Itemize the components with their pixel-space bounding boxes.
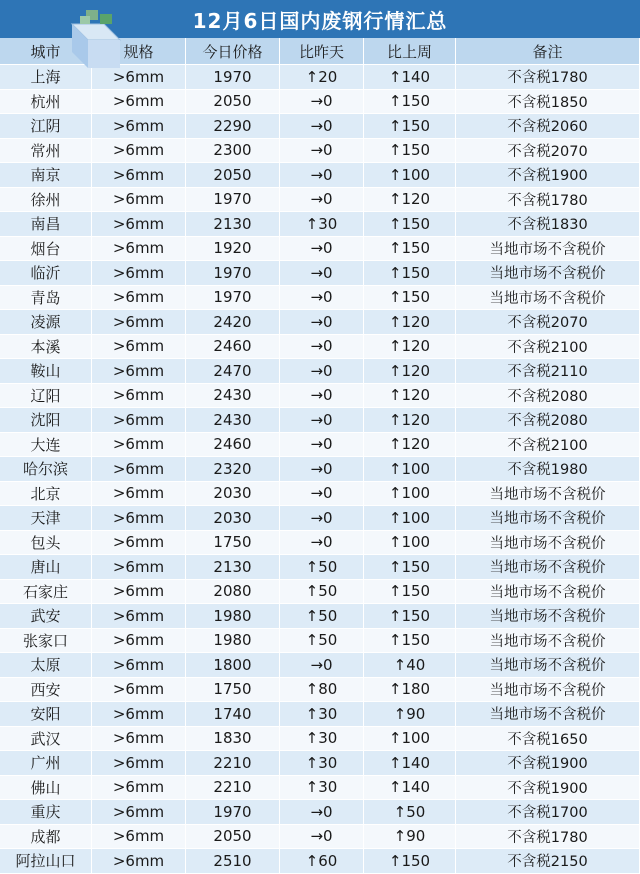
table-row: [0, 678, 640, 703]
cell-vs-last-week: ↑100: [364, 163, 456, 188]
cell-vs-last-week: ↑120: [364, 335, 456, 360]
cell-city: 北京: [0, 482, 92, 507]
cell-vs-last-week: ↑50: [364, 800, 456, 825]
cell-price: 2080: [186, 580, 280, 605]
cell-price: 2130: [186, 555, 280, 580]
cell-city: 杭州: [0, 90, 92, 115]
cell-spec: >6mm: [92, 506, 186, 531]
cell-price: 1980: [186, 629, 280, 654]
cell-city: 哈尔滨: [0, 457, 92, 482]
cell-spec: >6mm: [92, 90, 186, 115]
cell-price: 2210: [186, 776, 280, 801]
cell-vs-yesterday: →0: [280, 163, 364, 188]
cell-city: 西安: [0, 678, 92, 703]
cell-vs-last-week: ↑100: [364, 457, 456, 482]
cell-price: 1750: [186, 678, 280, 703]
cell-city: 凌源: [0, 310, 92, 335]
cell-city: 武安: [0, 604, 92, 629]
cell-note: 不含税2150: [456, 849, 640, 874]
cell-note: 不含税1900: [456, 751, 640, 776]
table-row: [0, 286, 640, 311]
cell-spec: >6mm: [92, 65, 186, 90]
cell-city: 天津: [0, 506, 92, 531]
cell-vs-last-week: ↑150: [364, 261, 456, 286]
table-row: [0, 580, 640, 605]
cell-city: 太原: [0, 653, 92, 678]
cell-note: 不含税2070: [456, 310, 640, 335]
cell-vs-yesterday: →0: [280, 114, 364, 139]
cell-city: 成都: [0, 825, 92, 850]
cell-city: 辽阳: [0, 384, 92, 409]
cell-vs-last-week: ↑150: [364, 114, 456, 139]
cell-note: 不含税1780: [456, 65, 640, 90]
cell-vs-yesterday: →0: [280, 90, 364, 115]
cell-spec: >6mm: [92, 702, 186, 727]
cell-price: 2030: [186, 482, 280, 507]
cell-vs-yesterday: ↑30: [280, 702, 364, 727]
cell-city: 沈阳: [0, 408, 92, 433]
cell-note: 不含税2060: [456, 114, 640, 139]
cell-price: 1750: [186, 531, 280, 556]
cell-vs-yesterday: ↑30: [280, 776, 364, 801]
table-row: [0, 751, 640, 776]
cell-note: 当地市场不含税价: [456, 580, 640, 605]
table-row: [0, 163, 640, 188]
cell-city: 徐州: [0, 188, 92, 213]
cell-note: 不含税2080: [456, 408, 640, 433]
cell-price: 1920: [186, 237, 280, 262]
cell-price: 2320: [186, 457, 280, 482]
cell-price: 1970: [186, 261, 280, 286]
cell-spec: >6mm: [92, 653, 186, 678]
cell-price: 2050: [186, 825, 280, 850]
cell-price: 2050: [186, 90, 280, 115]
cell-city: 阿拉山口: [0, 849, 92, 874]
cell-vs-last-week: ↑90: [364, 702, 456, 727]
cell-note: 不含税2100: [456, 335, 640, 360]
cell-vs-last-week: ↑150: [364, 629, 456, 654]
cell-vs-yesterday: ↑30: [280, 727, 364, 752]
page-title: 12月6日国内废钢行情汇总: [192, 8, 448, 33]
cell-vs-last-week: ↑140: [364, 751, 456, 776]
cell-vs-yesterday: →0: [280, 188, 364, 213]
table-row: [0, 335, 640, 360]
cell-spec: >6mm: [92, 629, 186, 654]
cell-note: 不含税1780: [456, 825, 640, 850]
cell-note: 当地市场不含税价: [456, 531, 640, 556]
cell-spec: >6mm: [92, 531, 186, 556]
cell-city: 本溪: [0, 335, 92, 360]
cell-vs-yesterday: →0: [280, 359, 364, 384]
cell-spec: >6mm: [92, 237, 186, 262]
cell-city: 佛山: [0, 776, 92, 801]
cell-vs-yesterday: ↑80: [280, 678, 364, 703]
cell-note: 当地市场不含税价: [456, 604, 640, 629]
cell-vs-yesterday: →0: [280, 506, 364, 531]
header-vs-yesterday: 比昨天: [280, 38, 364, 65]
cell-vs-last-week: ↑150: [364, 286, 456, 311]
cell-vs-yesterday: ↑50: [280, 580, 364, 605]
table-row: [0, 261, 640, 286]
table-row: [0, 90, 640, 115]
cell-city: 烟台: [0, 237, 92, 262]
cell-vs-last-week: ↑140: [364, 65, 456, 90]
cell-spec: >6mm: [92, 825, 186, 850]
cell-price: 2210: [186, 751, 280, 776]
table-row: [0, 800, 640, 825]
cell-city: 鞍山: [0, 359, 92, 384]
cell-city: 江阴: [0, 114, 92, 139]
cell-vs-last-week: ↑120: [364, 359, 456, 384]
cell-spec: >6mm: [92, 555, 186, 580]
cell-vs-yesterday: →0: [280, 433, 364, 458]
table-row: [0, 506, 640, 531]
table-row: [0, 212, 640, 237]
table-row: [0, 849, 640, 874]
header-vs-last-week: 比上周: [364, 38, 456, 65]
cell-vs-last-week: ↑120: [364, 408, 456, 433]
cell-note: 不含税2070: [456, 139, 640, 164]
cell-vs-yesterday: ↑50: [280, 604, 364, 629]
cell-price: 1970: [186, 800, 280, 825]
cell-vs-yesterday: ↑20: [280, 65, 364, 90]
cell-note: 不含税1650: [456, 727, 640, 752]
cell-price: 1740: [186, 702, 280, 727]
cell-price: 2460: [186, 433, 280, 458]
cell-vs-yesterday: →0: [280, 139, 364, 164]
cell-spec: >6mm: [92, 751, 186, 776]
table-row: [0, 237, 640, 262]
cell-price: 2430: [186, 384, 280, 409]
cell-city: 南昌: [0, 212, 92, 237]
cell-vs-yesterday: →0: [280, 408, 364, 433]
table-row: [0, 433, 640, 458]
table-row: [0, 555, 640, 580]
cell-vs-yesterday: ↑30: [280, 212, 364, 237]
header-spec: 规格: [92, 38, 186, 65]
cell-vs-yesterday: →0: [280, 310, 364, 335]
cell-note: 不含税1900: [456, 163, 640, 188]
cell-price: 1800: [186, 653, 280, 678]
cell-price: 2030: [186, 506, 280, 531]
cell-city: 临沂: [0, 261, 92, 286]
table-row: [0, 653, 640, 678]
table-row: [0, 702, 640, 727]
cell-vs-last-week: ↑100: [364, 482, 456, 507]
cell-vs-yesterday: →0: [280, 482, 364, 507]
cell-vs-yesterday: →0: [280, 653, 364, 678]
cell-spec: >6mm: [92, 261, 186, 286]
table-row: [0, 482, 640, 507]
cell-vs-last-week: ↑100: [364, 506, 456, 531]
cell-price: 2470: [186, 359, 280, 384]
cell-spec: >6mm: [92, 433, 186, 458]
table-row: [0, 139, 640, 164]
cell-vs-last-week: ↑150: [364, 212, 456, 237]
cell-vs-last-week: ↑120: [364, 188, 456, 213]
cell-vs-yesterday: →0: [280, 457, 364, 482]
cell-vs-yesterday: →0: [280, 286, 364, 311]
cell-vs-last-week: ↑100: [364, 727, 456, 752]
cell-spec: >6mm: [92, 776, 186, 801]
cell-spec: >6mm: [92, 212, 186, 237]
cell-city: 广州: [0, 751, 92, 776]
cell-city: 武汉: [0, 727, 92, 752]
cell-spec: >6mm: [92, 457, 186, 482]
cell-price: 1970: [186, 188, 280, 213]
cell-city: 南京: [0, 163, 92, 188]
table-row: [0, 310, 640, 335]
cell-price: 2050: [186, 163, 280, 188]
table-row: [0, 359, 640, 384]
cell-vs-last-week: ↑150: [364, 555, 456, 580]
cell-price: 2460: [186, 335, 280, 360]
cell-vs-yesterday: ↑50: [280, 629, 364, 654]
cell-city: 安阳: [0, 702, 92, 727]
cell-vs-yesterday: →0: [280, 335, 364, 360]
cell-spec: >6mm: [92, 678, 186, 703]
cell-vs-yesterday: →0: [280, 825, 364, 850]
cell-note: 不含税1830: [456, 212, 640, 237]
cell-spec: >6mm: [92, 359, 186, 384]
cell-city: 常州: [0, 139, 92, 164]
cell-vs-last-week: ↑140: [364, 776, 456, 801]
cell-spec: >6mm: [92, 310, 186, 335]
cell-note: 不含税1900: [456, 776, 640, 801]
cell-vs-last-week: ↑120: [364, 310, 456, 335]
cell-vs-last-week: ↑150: [364, 604, 456, 629]
cell-note: 当地市场不含税价: [456, 629, 640, 654]
cell-city: 包头: [0, 531, 92, 556]
cell-note: 不含税1850: [456, 90, 640, 115]
table-row: [0, 114, 640, 139]
cell-vs-last-week: ↑150: [364, 139, 456, 164]
cell-note: 当地市场不含税价: [456, 702, 640, 727]
cell-city: 上海: [0, 65, 92, 90]
cell-note: 当地市场不含税价: [456, 555, 640, 580]
cell-vs-yesterday: ↑60: [280, 849, 364, 874]
cell-spec: >6mm: [92, 139, 186, 164]
cell-vs-yesterday: →0: [280, 237, 364, 262]
cell-vs-last-week: ↑40: [364, 653, 456, 678]
cell-spec: >6mm: [92, 482, 186, 507]
cell-vs-yesterday: ↑30: [280, 751, 364, 776]
cell-note: 不含税1980: [456, 457, 640, 482]
cell-note: 不含税2100: [456, 433, 640, 458]
cell-vs-yesterday: →0: [280, 384, 364, 409]
cell-price: 1830: [186, 727, 280, 752]
cell-vs-last-week: ↑120: [364, 384, 456, 409]
cell-vs-yesterday: →0: [280, 531, 364, 556]
cell-spec: >6mm: [92, 286, 186, 311]
cell-price: 1970: [186, 286, 280, 311]
cell-price: 2430: [186, 408, 280, 433]
cell-spec: >6mm: [92, 727, 186, 752]
cell-spec: >6mm: [92, 163, 186, 188]
cell-spec: >6mm: [92, 114, 186, 139]
table-row: [0, 384, 640, 409]
cell-vs-last-week: ↑180: [364, 678, 456, 703]
cell-vs-last-week: ↑150: [364, 849, 456, 874]
cell-note: 不含税2110: [456, 359, 640, 384]
cell-spec: >6mm: [92, 604, 186, 629]
cell-note: 当地市场不含税价: [456, 482, 640, 507]
cell-spec: >6mm: [92, 849, 186, 874]
cell-spec: >6mm: [92, 800, 186, 825]
cell-spec: >6mm: [92, 408, 186, 433]
cell-city: 张家口: [0, 629, 92, 654]
cell-vs-yesterday: ↑50: [280, 555, 364, 580]
table-row: [0, 457, 640, 482]
cell-city: 大连: [0, 433, 92, 458]
table-row: [0, 531, 640, 556]
cell-note: 不含税1700: [456, 800, 640, 825]
table-row: [0, 408, 640, 433]
cube-logo-icon: [56, 2, 134, 72]
header-city: 城市: [0, 38, 92, 65]
cell-note: 当地市场不含税价: [456, 506, 640, 531]
cell-city: 青岛: [0, 286, 92, 311]
cell-vs-yesterday: →0: [280, 261, 364, 286]
cell-price: 2130: [186, 212, 280, 237]
price-table: [0, 38, 640, 874]
cell-city: 唐山: [0, 555, 92, 580]
cell-city: 重庆: [0, 800, 92, 825]
cell-city: 石家庄: [0, 580, 92, 605]
cell-note: 当地市场不含税价: [456, 678, 640, 703]
cell-vs-yesterday: →0: [280, 800, 364, 825]
cell-spec: >6mm: [92, 188, 186, 213]
cell-note: 不含税1780: [456, 188, 640, 213]
cell-spec: >6mm: [92, 335, 186, 360]
cell-vs-last-week: ↑120: [364, 433, 456, 458]
table-row: [0, 825, 640, 850]
cell-vs-last-week: ↑100: [364, 531, 456, 556]
table-row: [0, 604, 640, 629]
header-price: 今日价格: [186, 38, 280, 65]
cell-note: 当地市场不含税价: [456, 237, 640, 262]
cell-note: 当地市场不含税价: [456, 286, 640, 311]
table-row: [0, 188, 640, 213]
table-row: [0, 727, 640, 752]
cell-vs-last-week: ↑150: [364, 237, 456, 262]
cell-vs-last-week: ↑150: [364, 580, 456, 605]
cell-vs-last-week: ↑90: [364, 825, 456, 850]
cell-price: 2290: [186, 114, 280, 139]
cell-price: 2420: [186, 310, 280, 335]
cell-spec: >6mm: [92, 384, 186, 409]
table-row: [0, 629, 640, 654]
header-note: 备注: [456, 38, 640, 65]
cell-price: 2510: [186, 849, 280, 874]
cell-price: 2300: [186, 139, 280, 164]
cell-note: 不含税2080: [456, 384, 640, 409]
cell-vs-last-week: ↑150: [364, 90, 456, 115]
cell-price: 1980: [186, 604, 280, 629]
cell-price: 1970: [186, 65, 280, 90]
cell-note: 当地市场不含税价: [456, 653, 640, 678]
cell-note: 当地市场不含税价: [456, 261, 640, 286]
table-row: [0, 776, 640, 801]
cell-spec: >6mm: [92, 580, 186, 605]
